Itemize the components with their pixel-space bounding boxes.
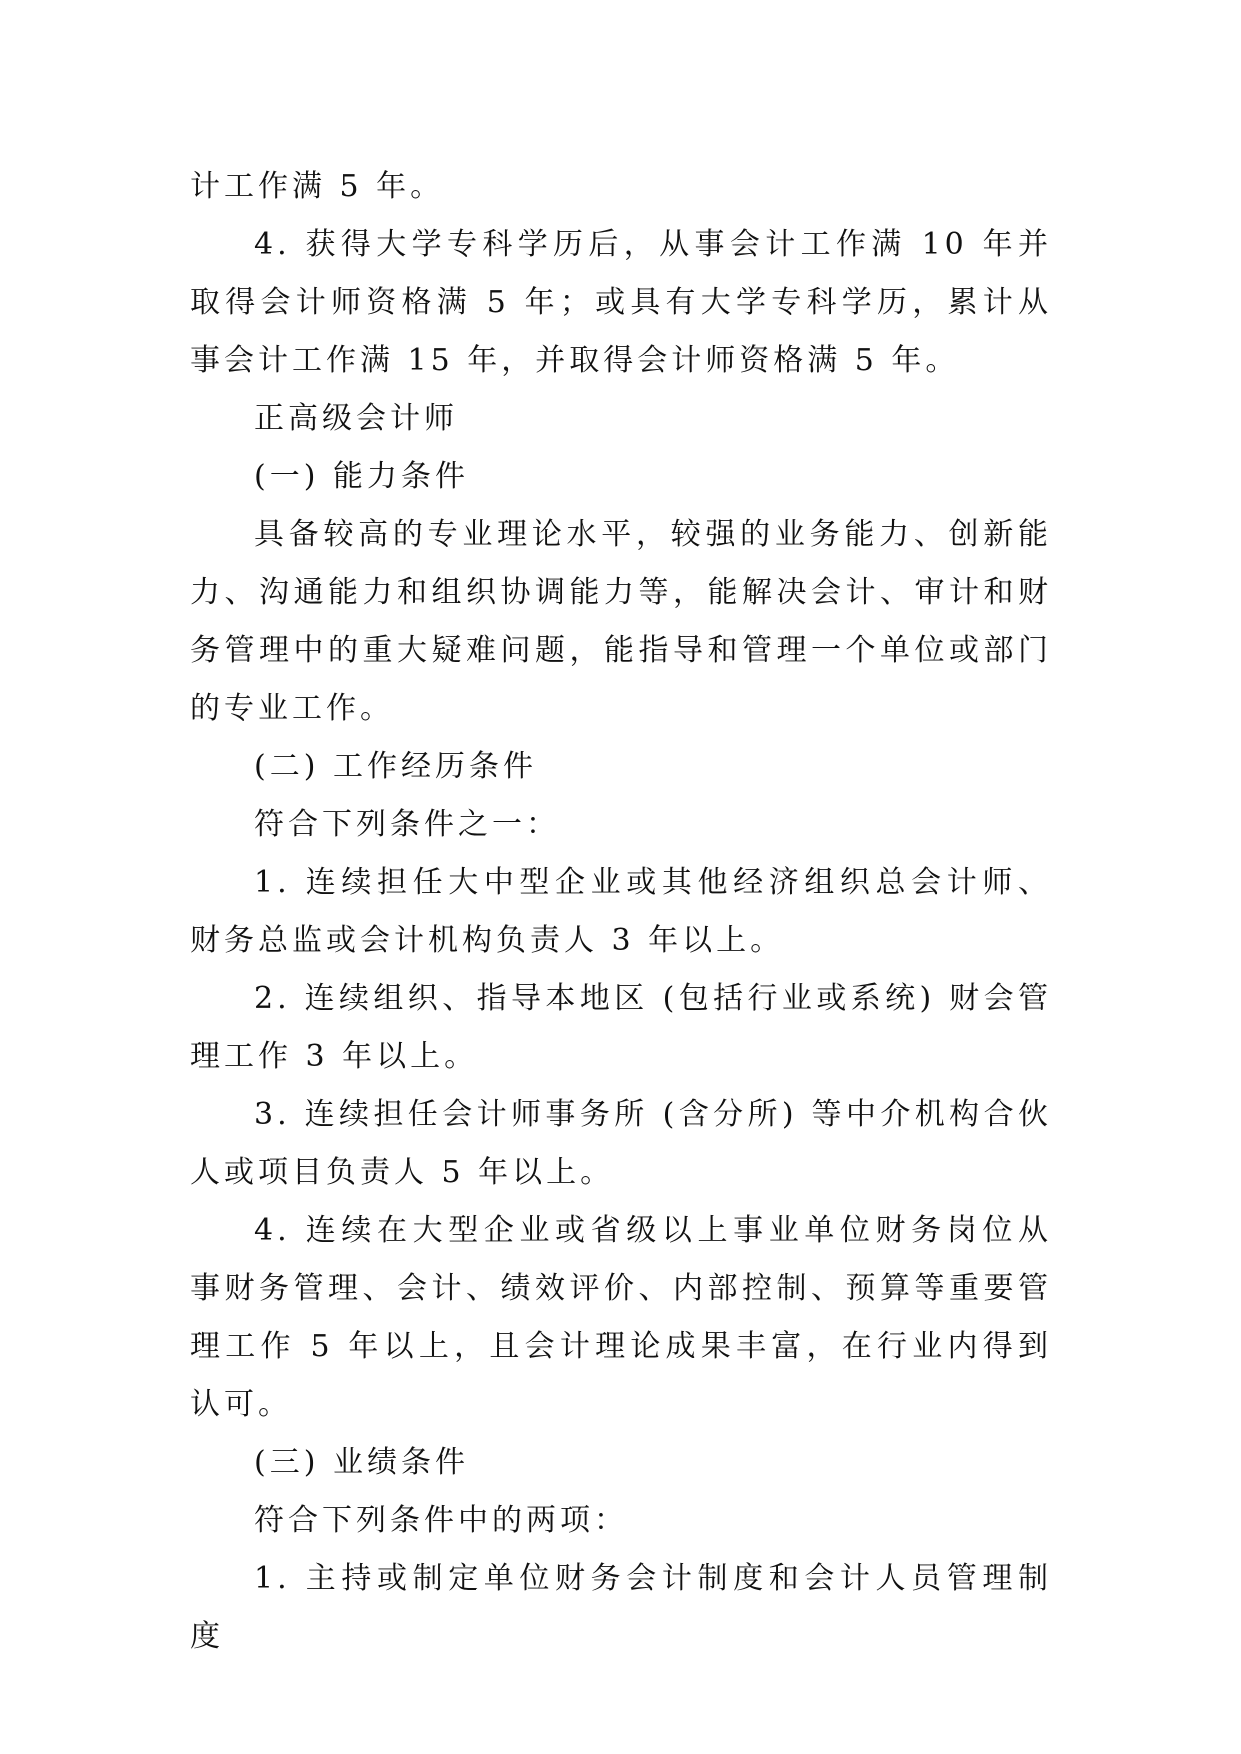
list-item-3: 3. 连续担任会计师事务所 (含分所) 等中介机构合伙人或项目负责人 5 年以上。 bbox=[190, 1097, 1052, 1190]
paragraph-item-4-associate: 4. 获得大学专科学历后，从事会计工作满 10 年并取得会计师资格满 5 年；或具有大学专科学历，累计从事会计工作满 15 年，并取得会计师资格满 5 年。 bbox=[190, 227, 1052, 378]
paragraph-continuation: 计工作满 5 年。 bbox=[190, 169, 445, 204]
section-heading-senior-accountant: 正高级会计师 bbox=[254, 401, 458, 436]
subheading-performance: (三) 业绩条件 bbox=[254, 1445, 469, 1480]
paragraph-ability: 具备较高的专业理论水平，较强的业务能力、创新能力、沟通能力和组织协调能力等，能解决会计、审计和财务管理中的重大疑难问题，能指导和管理一个单位或部门的专业工作。 bbox=[190, 517, 1052, 726]
paragraph-performance-intro: 符合下列条件中的两项： bbox=[254, 1503, 628, 1538]
list-item-1: 1. 连续担任大中型企业或其他经济组织总会计师、财务总监或会计机构负责人 3 年以上。 bbox=[190, 865, 1052, 958]
document-page bbox=[190, 158, 1052, 1666]
subheading-work-experience: (二) 工作经历条件 bbox=[254, 749, 537, 784]
paragraph-condition-intro: 符合下列条件之一： bbox=[254, 807, 560, 842]
list-item-performance-1: 1. 主持或制定单位财务会计制度和会计人员管理制度 bbox=[190, 1561, 1052, 1654]
subheading-ability: (一) 能力条件 bbox=[254, 459, 469, 494]
list-item-2: 2. 连续组织、指导本地区 (包括行业或系统) 财会管理工作 3 年以上。 bbox=[190, 981, 1052, 1074]
list-item-4: 4. 连续在大型企业或省级以上事业单位财务岗位从事财务管理、会计、绩效评价、内部控制、预算等重要管理工作 5 年以上，且会计理论成果丰富，在行业内得到认可。 bbox=[190, 1213, 1052, 1422]
